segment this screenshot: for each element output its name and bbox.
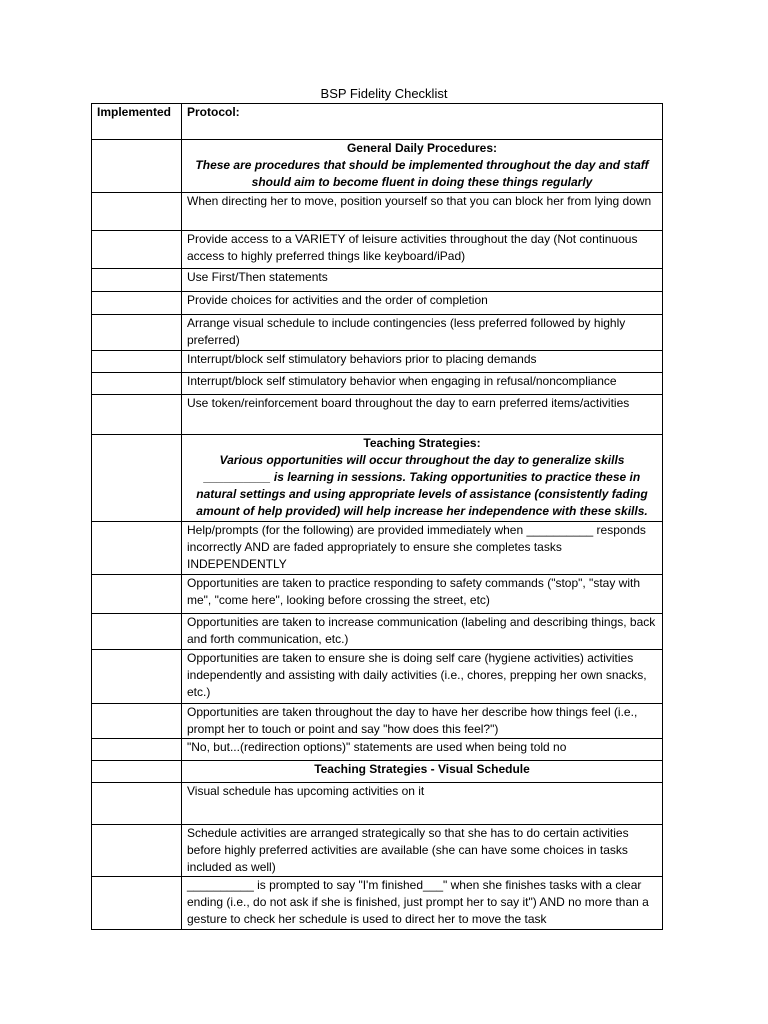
header-row	[92, 104, 663, 140]
table-row	[92, 193, 663, 231]
implemented-cell[interactable]	[92, 292, 182, 315]
section-note: These are procedures that should be implemented throughout the day and staff should aim to become fluent in doing these things regularly	[195, 158, 649, 189]
table-row	[92, 877, 663, 930]
protocol-cell: "No, but...(redirection options)" statements are used when being told no	[182, 739, 663, 761]
protocol-cell: Use token/reinforcement board throughout the day to earn preferred items/activities	[182, 395, 663, 435]
protocol-header: Protocol:	[182, 104, 663, 140]
implemented-cell[interactable]	[92, 269, 182, 292]
table-row	[92, 522, 663, 575]
section-header-row	[92, 140, 663, 193]
implemented-cell[interactable]	[92, 140, 182, 193]
implemented-cell[interactable]	[92, 739, 182, 761]
table-row	[92, 739, 663, 761]
protocol-cell: Use First/Then statements	[182, 269, 663, 292]
section-header-teaching	[182, 435, 663, 522]
protocol-cell: __________ is prompted to say "I'm finished___" when she finishes tasks with a clear ending (i.e., do not ask if she is finished, just prompt her to say it") AND no more than a gesture to check her schedule is used to direct her to move the task	[182, 877, 663, 930]
implemented-cell[interactable]	[92, 373, 182, 395]
section-heading: Teaching Strategies:	[363, 436, 481, 450]
protocol-cell: Opportunities are taken to ensure she is doing self care (hygiene activities) activities independently and assisting with daily activities (i.e., chores, prepping her own snacks, etc.)	[182, 650, 663, 704]
implemented-cell[interactable]	[92, 650, 182, 704]
implemented-cell[interactable]	[92, 614, 182, 650]
implemented-cell[interactable]	[92, 877, 182, 930]
implemented-cell[interactable]	[92, 704, 182, 739]
section-heading: General Daily Procedures:	[346, 141, 498, 155]
table-row	[92, 783, 663, 825]
section-header-row	[92, 761, 663, 783]
table-row	[92, 650, 663, 704]
table-row	[92, 704, 663, 739]
implemented-cell[interactable]	[92, 351, 182, 373]
section-header-visual-schedule: Teaching Strategies - Visual Schedule	[182, 761, 663, 783]
protocol-cell: Schedule activities are arranged strategically so that she has to do certain activities before highly preferred activities are available (she can have some choices in tasks included as well)	[182, 825, 663, 877]
implemented-cell[interactable]	[92, 193, 182, 231]
fidelity-checklist-table	[91, 103, 663, 930]
implemented-cell[interactable]	[92, 761, 182, 783]
table-row	[92, 614, 663, 650]
protocol-cell: Provide access to a VARIETY of leisure activities throughout the day (Not continuous access to highly preferred things like keyboard/iPad)	[182, 231, 663, 269]
table-row	[92, 351, 663, 373]
implemented-cell[interactable]	[92, 435, 182, 522]
protocol-cell: Visual schedule has upcoming activities on it	[182, 783, 663, 825]
protocol-cell: Opportunities are taken to increase communication (labeling and describing things, back and forth communication, etc.)	[182, 614, 663, 650]
implemented-cell[interactable]	[92, 315, 182, 351]
protocol-cell: Opportunities are taken to practice responding to safety commands ("stop", "stay with me", "come here", looking before crossing the street, etc)	[182, 575, 663, 614]
implemented-cell[interactable]	[92, 575, 182, 614]
implemented-cell[interactable]	[92, 825, 182, 877]
implemented-cell[interactable]	[92, 395, 182, 435]
table-row	[92, 373, 663, 395]
table-row	[92, 825, 663, 877]
section-header-row	[92, 435, 663, 522]
table-row	[92, 395, 663, 435]
table-row	[92, 575, 663, 614]
implemented-cell[interactable]	[92, 783, 182, 825]
implemented-cell[interactable]	[92, 522, 182, 575]
protocol-cell: Provide choices for activities and the order of completion	[182, 292, 663, 315]
table-row	[92, 292, 663, 315]
table-row	[92, 315, 663, 351]
table-row	[92, 269, 663, 292]
protocol-cell: Arrange visual schedule to include contingencies (less preferred followed by highly preferred)	[182, 315, 663, 351]
protocol-cell: Interrupt/block self stimulatory behaviors prior to placing demands	[182, 351, 663, 373]
protocol-cell: Help/prompts (for the following) are provided immediately when __________ responds incorrectly AND are faded appropriately to ensure she completes tasks INDEPENDENTLY	[182, 522, 663, 575]
protocol-cell: When directing her to move, position yourself so that you can block her from lying down	[182, 193, 663, 231]
section-note: Various opportunities will occur throughout the day to generalize skills __________ is learning in sessions. Taking opportunities to practice these in natural settings and using appropriate levels of assistance (consistently fading amount of help provided) will help increase her independence with these skills.	[196, 453, 648, 518]
table-row	[92, 231, 663, 269]
implemented-header: Implemented	[92, 104, 182, 140]
document-title: BSP Fidelity Checklist	[320, 86, 448, 101]
section-header-general	[182, 140, 663, 193]
implemented-cell[interactable]	[92, 231, 182, 269]
protocol-cell: Opportunities are taken throughout the day to have her describe how things feel (i.e., prompt her to touch or point and say "how does this feel?")	[182, 704, 663, 739]
protocol-cell: Interrupt/block self stimulatory behavior when engaging in refusal/noncompliance	[182, 373, 663, 395]
